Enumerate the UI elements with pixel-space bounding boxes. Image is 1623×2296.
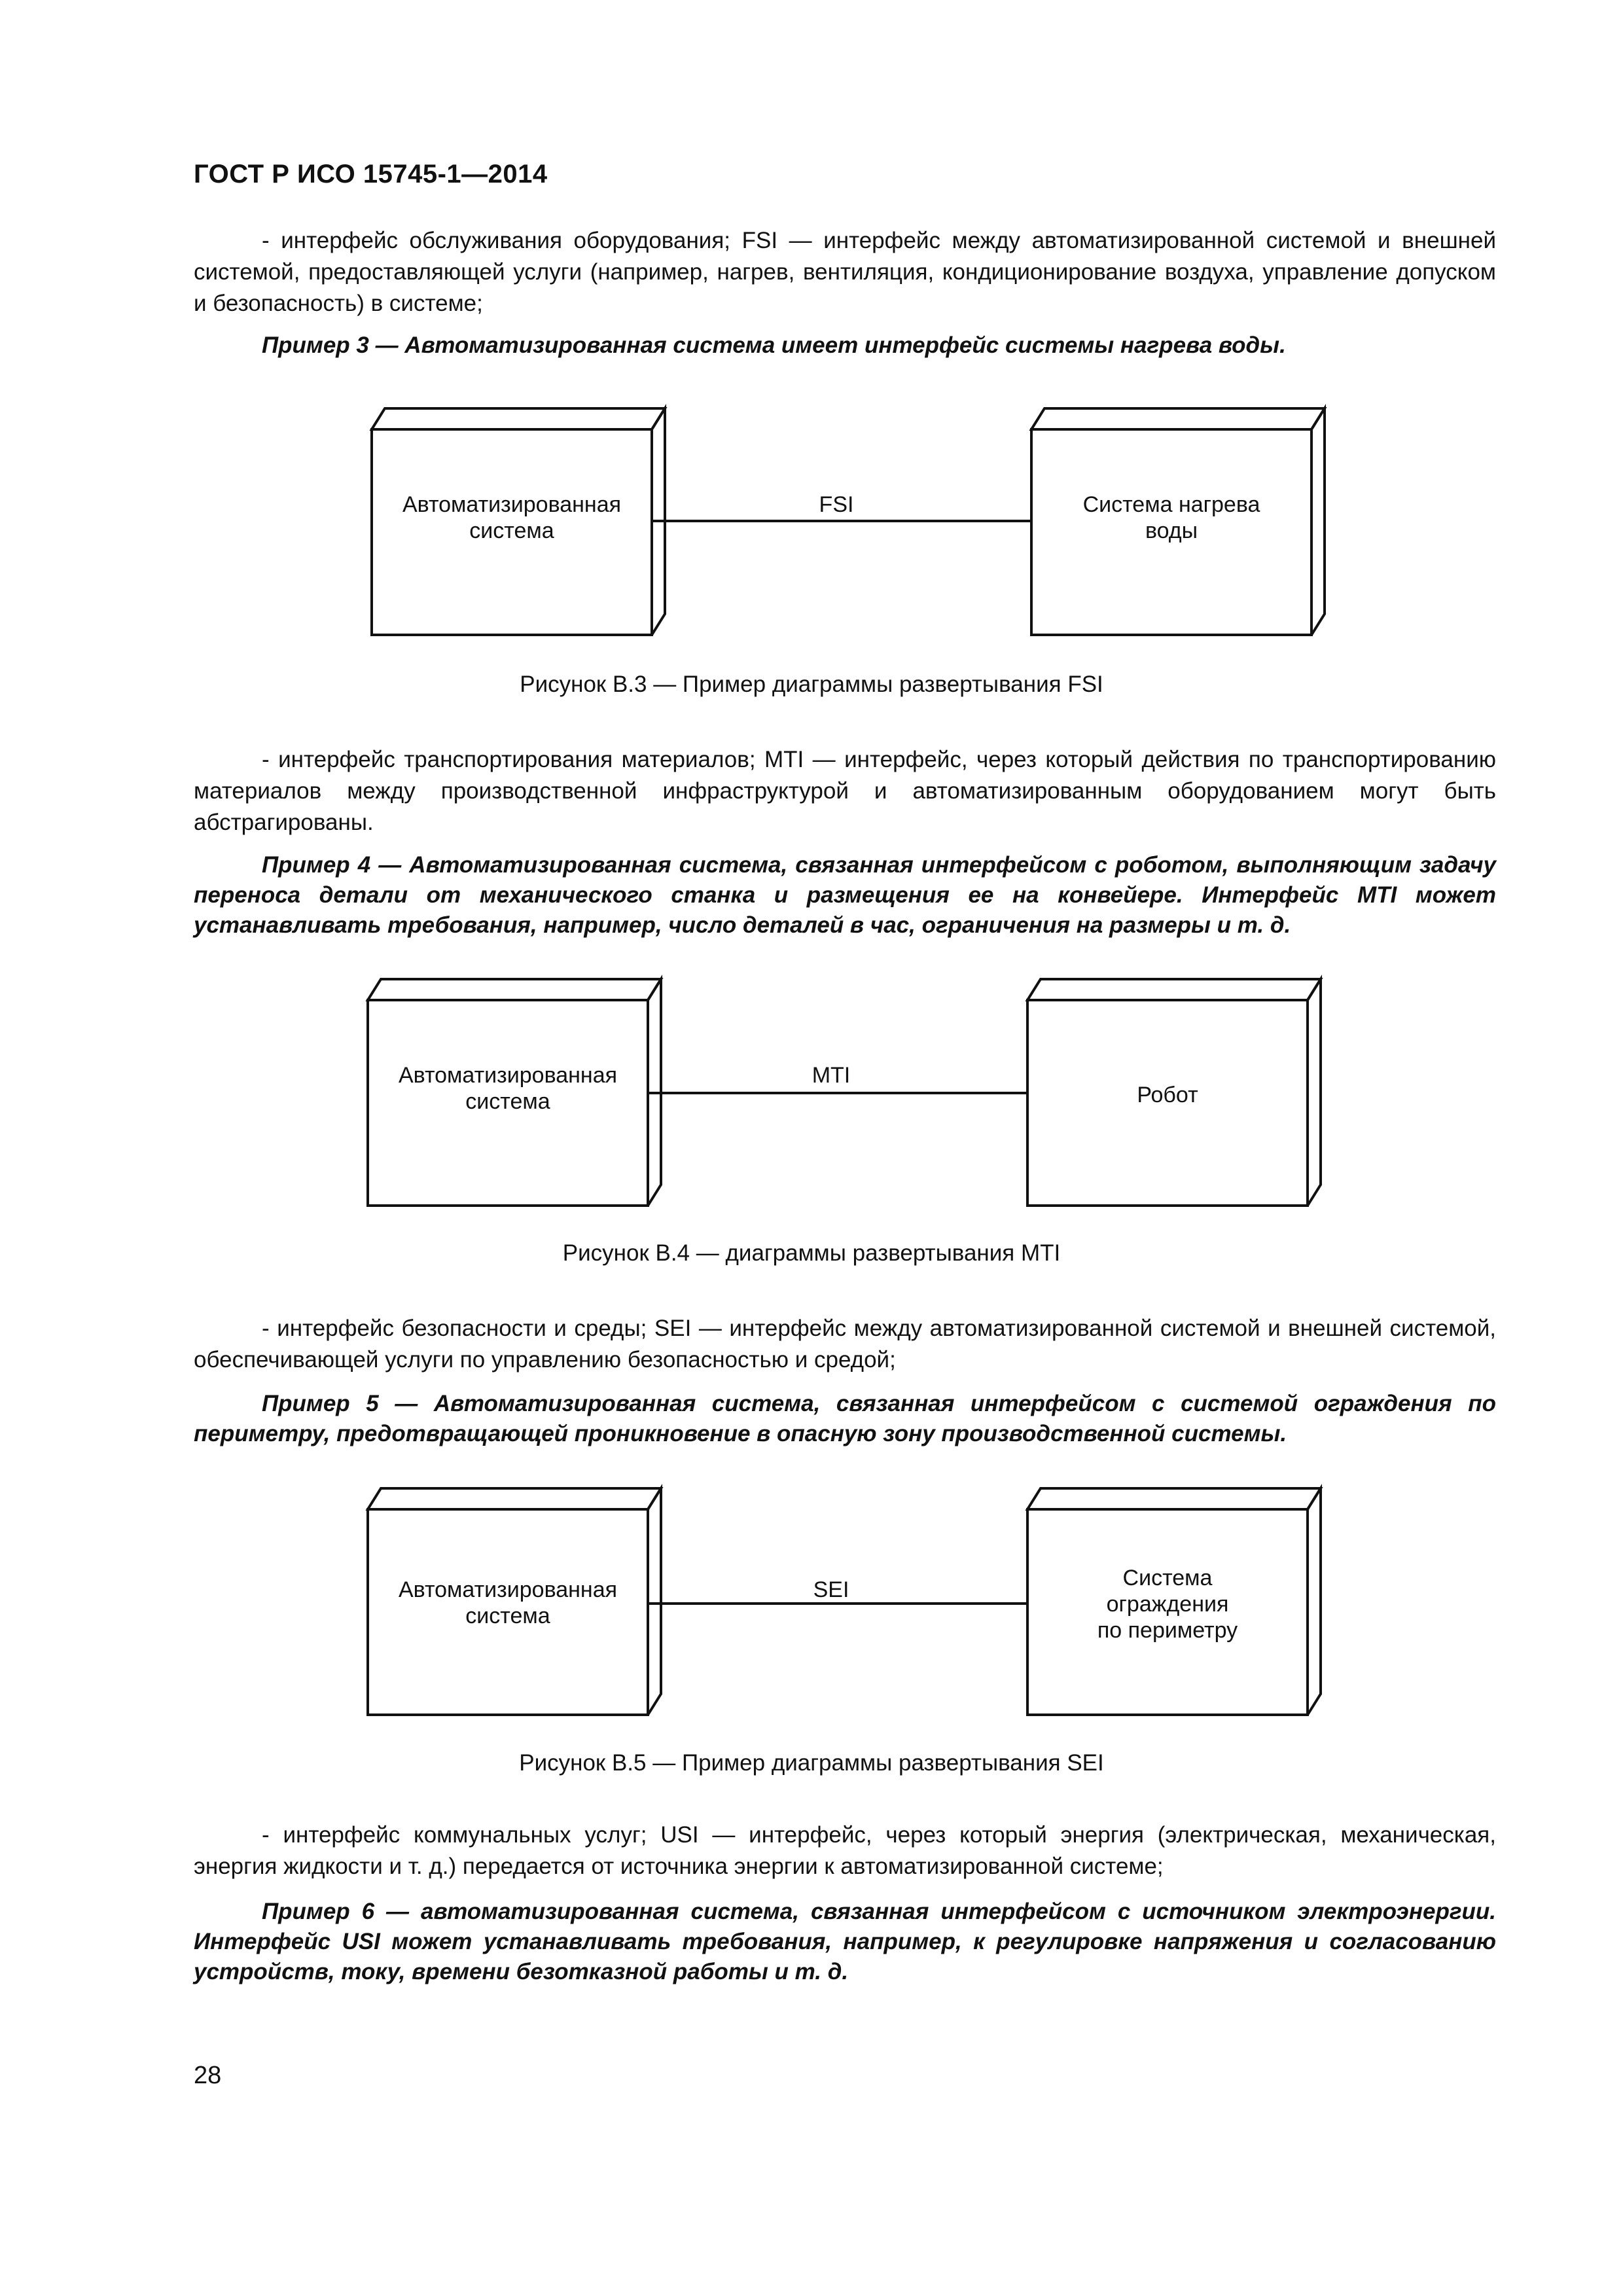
link-label: MTI: [812, 1063, 851, 1088]
node-right-label-2: воды: [1145, 518, 1198, 543]
figure-b4-diagram: [0, 971, 1623, 1207]
example-5: Пример 5 — Автоматизированная система, связанная интерфейсом с системой ограждения по периметру, предотвращающей проникновение в опасную зону производственной системы.: [194, 1391, 1496, 1446]
node-right-label-1: Система: [1122, 1566, 1213, 1590]
node-left-label-1: Автоматизированная: [398, 1063, 618, 1088]
node-right-box: [1027, 979, 1321, 1000]
node-right-box: [1027, 1488, 1321, 1509]
node-right-side: [1311, 408, 1325, 635]
document-header: ГОСТ Р ИСО 15745-1—2014: [194, 160, 548, 188]
figure-b3-caption: Рисунок В.3 — Пример диаграммы развертывания FSI: [520, 672, 1103, 697]
node-left-label-2: система: [465, 1604, 550, 1628]
node-left-side: [648, 1488, 661, 1715]
node-left-label-1: Автоматизированная: [402, 492, 622, 517]
paragraph-fsi: - интерфейс обслуживания оборудования; FSI — интерфейс между автоматизированной системой и внешней системой, предоставляющей услуги (например, нагрев, вентиляция, кондиционирование воздуха, управление допуском и безопасность) в системе;: [194, 228, 1496, 316]
figure-b5-diagram: [0, 1480, 1623, 1716]
node-right-label-2: ограждения: [1106, 1592, 1229, 1617]
paragraph-mti: - интерфейс транспортирования материалов; MTI — интерфейс, через который действия по транспортированию материалов между производственной инфраструктурой и автоматизированным оборудованием могут быть абстрагированы.: [194, 747, 1496, 835]
figure-b5-caption: Рисунок В.5 — Пример диаграммы развертывания SEI: [519, 1750, 1104, 1776]
node-right-label-1: Робот: [1137, 1083, 1198, 1107]
node-right-label-3: по периметру: [1097, 1618, 1238, 1643]
example-4: Пример 4 — Автоматизированная система, связанная интерфейсом с роботом, выполняющим задачу переноса детали от механического станка и размещения ее на конвейере. Интерфейс MTI может устанавливать требования, например, число деталей в час, ограничения на размеры и т. д.: [194, 852, 1496, 938]
node-left-box: [368, 1488, 661, 1509]
figure-b4-caption: Рисунок В.4 — диаграммы развертывания MTI: [562, 1240, 1061, 1266]
paragraph-sei: - интерфейс безопасности и среды; SEI — интерфейс между автоматизированной системой и внешней системой, обеспечивающей услуги по управлению безопасностью и средой;: [194, 1316, 1496, 1372]
node-left-label-1: Автоматизированная: [398, 1577, 618, 1602]
node-right-label-1: Система нагрева: [1082, 492, 1260, 517]
paragraph-usi: - интерфейс коммунальных услуг; USI — интерфейс, через который энергия (электрическая, механическая, энергия жидкости и т. д.) передается от источника энергии к автоматизированной системе;: [194, 1822, 1496, 1879]
node-left-box: [368, 979, 661, 1000]
figure-b3-diagram: [0, 401, 1623, 636]
link-label: SEI: [813, 1577, 849, 1602]
node-right-side: [1308, 979, 1321, 1206]
node-left-label-2: система: [465, 1089, 550, 1114]
node-left-box: [372, 408, 665, 429]
node-right-box: [1031, 408, 1325, 429]
link-label: FSI: [819, 492, 854, 517]
node-left-label-2: система: [469, 518, 554, 543]
page-number: 28: [194, 2062, 222, 2089]
example-3: Пример 3 — Автоматизированная система имеет интерфейс системы нагрева воды.: [262, 332, 1286, 358]
example-6: Пример 6 — автоматизированная система, связанная интерфейсом с источником электроэнергии. Интерфейс USI может устанавливать требования, например, к регулировке напряжения и согласованию устройств, току, времени безотказной работы и т. д.: [194, 1899, 1496, 1984]
node-right-side: [1308, 1488, 1321, 1715]
